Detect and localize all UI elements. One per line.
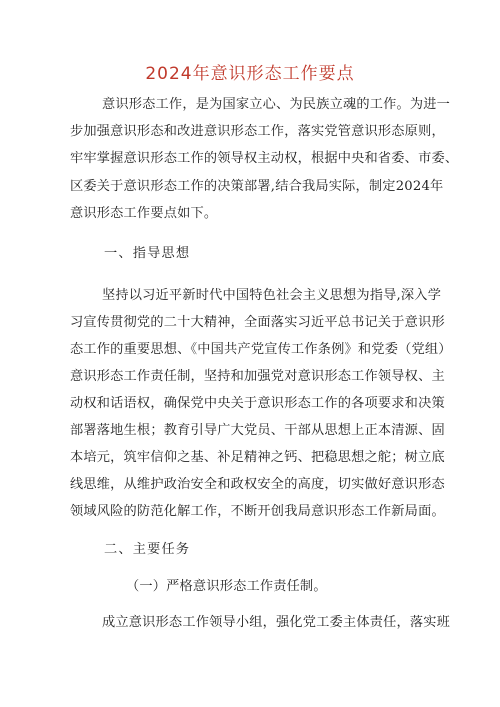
intro-line-4: 区委关于意识形态工作的决策部署,结合我局实际，制定2024年 xyxy=(70,179,444,194)
section-1-line-1: 坚持以习近平新时代中国特色社会主义思想为指导,深入学 xyxy=(102,288,442,303)
section-1-line-3: 态工作的重要思想、《中国共产党宣传工作条例》和党委（党组） xyxy=(70,342,452,357)
document-title: 2024年意识形态工作要点 xyxy=(145,64,355,84)
section-1-line-2: 习宣传贯彻党的二十大精神，全面落实习近平总书记关于意识形 xyxy=(70,315,445,330)
section-1-line-5: 动权和话语权，确保党中央关于意识形态工作的各项要求和决策 xyxy=(70,396,445,411)
subsection-1-heading: （一）严格意识形态工作责任制。 xyxy=(126,579,327,594)
subsection-1-line-1: 成立意识形态工作领导小组，强化党工委主体责任，落实班 xyxy=(102,615,451,630)
section-1-line-9: 领域风险的防范化解工作，不断开创我局意识形态工作新局面。 xyxy=(70,504,445,519)
section-2-heading: 二、主要任务 xyxy=(104,542,191,557)
section-1-line-4: 意识形态工作责任制，坚持和加强党对意识形态工作领导权、主 xyxy=(70,369,445,384)
intro-line-2: 步加强意识形态和改进意识形态工作，落实党管意识形态原则， xyxy=(70,124,445,139)
intro-line-5: 意识形态工作要点如下。 xyxy=(70,206,218,221)
intro-line-3: 牢牢掌握意识形态工作的领导权主动权，根据中央和省委、市委、 xyxy=(70,151,459,166)
section-1-heading: 一、指导思想 xyxy=(104,246,191,261)
section-1-line-8: 线思维，从维护政治安全和政权安全的高度，切实做好意识形态 xyxy=(70,477,445,492)
section-1-line-6: 部署落地生根；教育引导广大党员、干部从思想上正本清源、固 xyxy=(70,423,445,438)
intro-line-1: 意识形态工作，是为国家立心、为民族立魂的工作。为进一 xyxy=(102,97,451,112)
section-1-line-7: 本培元，筑牢信仰之基、补足精神之钙、把稳思想之舵；树立底 xyxy=(70,450,445,465)
